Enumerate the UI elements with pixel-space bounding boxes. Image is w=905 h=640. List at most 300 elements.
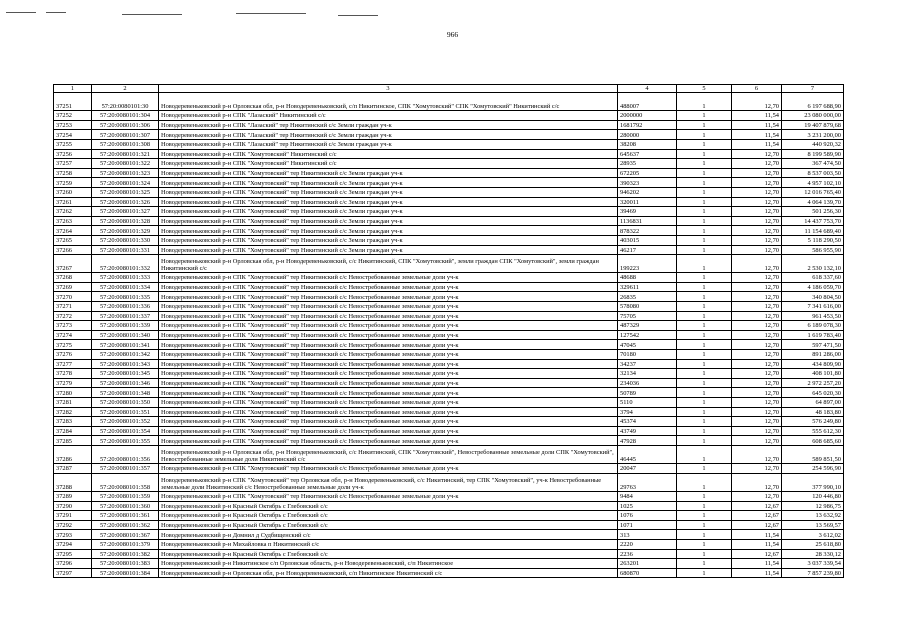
table-row — [54, 511, 844, 521]
count-value: 1 — [677, 120, 732, 130]
row-number: 37271 — [54, 302, 92, 312]
cadastral-value: 120 446,80 — [782, 491, 844, 501]
rate-value: 12,70 — [732, 464, 782, 474]
row-number: 37261 — [54, 197, 92, 207]
area-value: 1025 — [618, 501, 677, 511]
table-row — [54, 549, 844, 559]
count-value: 1 — [677, 197, 732, 207]
row-number: 37274 — [54, 330, 92, 340]
count-value: 1 — [677, 417, 732, 427]
rate-value: 12,70 — [732, 168, 782, 178]
count-value: 1 — [677, 207, 732, 217]
rate-value: 12,67 — [732, 511, 782, 521]
area-value: 2220 — [618, 539, 677, 549]
row-number: 37251 — [54, 93, 92, 111]
location-description: Новодеревеньковский р-н СПК "Хомутовский" тер Никитинский с/с Земли граждан уч-к — [159, 187, 618, 197]
count-value: 1 — [677, 445, 732, 463]
area-value: 70180 — [618, 350, 677, 360]
area-value: 75705 — [618, 311, 677, 321]
count-value: 1 — [677, 491, 732, 501]
count-value: 1 — [677, 311, 732, 321]
cadastral-number: 57:20:0080101:327 — [92, 207, 159, 217]
cadastral-number: 57:20:0080101:328 — [92, 216, 159, 226]
count-value: 1 — [677, 149, 732, 159]
cadastral-number: 57:20:0080101:350 — [92, 398, 159, 408]
cadastral-value: 597 471,50 — [782, 340, 844, 350]
area-value: 3794 — [618, 407, 677, 417]
rate-value: 12,70 — [732, 187, 782, 197]
area-value: 9484 — [618, 491, 677, 501]
cadastral-value: 367 474,50 — [782, 159, 844, 169]
location-description: Новодеревеньковский р-н СПК "Хомутовский" тер Никитинский с/с Невостребованные земельные доли уч-к — [159, 311, 618, 321]
cadastral-value: 8 199 589,90 — [782, 149, 844, 159]
rate-value: 12,70 — [732, 292, 782, 302]
cadastral-value: 589 851,50 — [782, 445, 844, 463]
row-number: 37258 — [54, 168, 92, 178]
location-description: Новодеревеньковский р-н СПК "Хомутовский" тер Никитинский с/с Земли граждан уч-к — [159, 235, 618, 245]
table-row — [54, 501, 844, 511]
count-value: 1 — [677, 292, 732, 302]
count-value: 1 — [677, 130, 732, 140]
count-value: 1 — [677, 388, 732, 398]
rate-value: 12,70 — [732, 340, 782, 350]
cadastral-value: 5 118 290,50 — [782, 235, 844, 245]
table-row — [54, 491, 844, 501]
row-number: 37288 — [54, 473, 92, 491]
cadastral-number: 57:20:0080101:339 — [92, 321, 159, 331]
table-row — [54, 417, 844, 427]
cadastral-number: 57:20:0080101:352 — [92, 417, 159, 427]
rate-value: 12,70 — [732, 235, 782, 245]
area-value: 234036 — [618, 378, 677, 388]
row-number: 37277 — [54, 359, 92, 369]
location-description: Новодеревеньковский р-н Красный Октябрь с Глебовский с/с — [159, 549, 618, 559]
location-description: Новодеревеньковский р-н Красный Октябрь с Глебовский с/с — [159, 511, 618, 521]
rate-value: 12,70 — [732, 436, 782, 446]
cadastral-value: 4 186 059,70 — [782, 282, 844, 292]
area-value: 199223 — [618, 255, 677, 273]
row-number: 37259 — [54, 178, 92, 188]
cadastral-number: 57:20:0080101:345 — [92, 369, 159, 379]
table-row — [54, 340, 844, 350]
cadastral-value: 13 632,92 — [782, 511, 844, 521]
table-row — [54, 245, 844, 255]
rate-value: 12,67 — [732, 520, 782, 530]
count-value: 1 — [677, 330, 732, 340]
count-value: 1 — [677, 350, 732, 360]
area-value: 34237 — [618, 359, 677, 369]
cadastral-value: 440 920,32 — [782, 139, 844, 149]
location-description: Новодеревеньковский р-н СПК "Лазаский" тер Никитинский с/с Земли граждан уч-к — [159, 139, 618, 149]
count-value: 1 — [677, 168, 732, 178]
rate-value: 11,54 — [732, 568, 782, 578]
rate-value: 11,54 — [732, 539, 782, 549]
cadastral-value: 4 957 102,10 — [782, 178, 844, 188]
cadastral-number: 57:20:0080101:342 — [92, 350, 159, 360]
cadastral-number: 57:20:0080101:308 — [92, 139, 159, 149]
row-number: 37297 — [54, 568, 92, 578]
location-description: Новодеревеньковский р-н СПК "Лазаский" тер Никитинский с/с Земли граждан уч-к — [159, 130, 618, 140]
row-number: 37262 — [54, 207, 92, 217]
location-description: Новодеревеньковский р-н СПК "Хомутовский" тер Никитинский с/с Невостребованные земельные доли уч-к — [159, 388, 618, 398]
cadastral-value: 618 337,60 — [782, 273, 844, 283]
table-row — [54, 359, 844, 369]
location-description: Новодеревеньковский р-н Орловская обл, р-н Новодеревеньковский, с/п Никитинское Никитинский с/с — [159, 568, 618, 578]
cadastral-number: 57:20:0080101:322 — [92, 159, 159, 169]
rate-value: 12,70 — [732, 417, 782, 427]
rate-value: 12,70 — [732, 149, 782, 159]
cadastral-value: 14 437 753,70 — [782, 216, 844, 226]
area-value: 320011 — [618, 197, 677, 207]
cadastral-number: 57:20:0080101:333 — [92, 273, 159, 283]
area-value: 2236 — [618, 549, 677, 559]
cadastral-value: 12 986,75 — [782, 501, 844, 511]
rate-value: 11,54 — [732, 120, 782, 130]
location-description: Новодеревеньковский р-н СПК "Хомутовский" тер Никитинский с/с Невостребованные земельные доли уч-к — [159, 417, 618, 427]
cadastral-number: 57:20:0080101:30 — [92, 93, 159, 111]
rate-value: 12,70 — [732, 197, 782, 207]
cadastral-number: 57:20:0080101:359 — [92, 491, 159, 501]
table-row — [54, 464, 844, 474]
row-number: 37285 — [54, 436, 92, 446]
table-row — [54, 378, 844, 388]
area-value: 263201 — [618, 559, 677, 569]
table-row — [54, 330, 844, 340]
location-description: Новодеревеньковский р-н СПК "Хомутовский" тер Никитинский с/с Земли граждан уч-к — [159, 197, 618, 207]
count-value: 1 — [677, 426, 732, 436]
area-value: 487329 — [618, 321, 677, 331]
location-description: Новодеревеньковский р-н СПК "Хомутовский" тер Никитинский с/с Невостребованные земельные доли уч-к — [159, 273, 618, 283]
location-description: Новодеревеньковский р-н СПК "Хомутовский" тер Никитинский с/с Невостребованные земельные доли уч-к — [159, 302, 618, 312]
rate-value: 12,67 — [732, 549, 782, 559]
row-number: 37255 — [54, 139, 92, 149]
location-description: Новодеревеньковский р-н СПК "Хомутовский" тер Никитинский с/с Невостребованные земельные доли уч-к — [159, 398, 618, 408]
count-value: 1 — [677, 501, 732, 511]
rate-value: 12,70 — [732, 207, 782, 217]
location-description: Новодеревеньковский р-н СПК "Хомутовский" тер Никитинский с/с Невостребованные земельные доли уч-к — [159, 340, 618, 350]
cadastral-value: 8 537 003,50 — [782, 168, 844, 178]
location-description: Новодеревеньковский р-н Никитинское с/п Орловская область, р-н Новодеревеньковский, с/п Никитинское — [159, 559, 618, 569]
location-description: Новодеревеньковский р-н СПК "Хомутовский" тер Никитинский с/с Невостребованные земельные доли уч-к — [159, 282, 618, 292]
area-value: 329611 — [618, 282, 677, 292]
cadastral-number: 57:20:0080101:360 — [92, 501, 159, 511]
cadastral-number: 57:20:0080101:340 — [92, 330, 159, 340]
cadastral-value: 13 569,57 — [782, 520, 844, 530]
rate-value: 11,54 — [732, 139, 782, 149]
count-value: 1 — [677, 159, 732, 169]
location-description: Новодеревеньковский р-н СПК "Хомутовский" тер Никитинский с/с Невостребованные земельные доли уч-к — [159, 292, 618, 302]
area-value: 45374 — [618, 417, 677, 427]
cadastral-value: 28 330,12 — [782, 549, 844, 559]
count-value: 1 — [677, 235, 732, 245]
table-row — [54, 273, 844, 283]
rate-value: 12,70 — [732, 311, 782, 321]
location-description: Новодеревеньковский р-н СПК "Хомутовский" тер Никитинский с/с Невостребованные земельные доли уч-к — [159, 491, 618, 501]
area-value: 672205 — [618, 168, 677, 178]
row-number: 37278 — [54, 369, 92, 379]
table-row — [54, 302, 844, 312]
row-number: 37290 — [54, 501, 92, 511]
location-description: Новодеревеньковский р-н СПК "Хомутовский" тер Никитинский с/с Невостребованные земельные доли уч-к — [159, 350, 618, 360]
rate-value: 12,70 — [732, 216, 782, 226]
area-value: 5110 — [618, 398, 677, 408]
cadastral-value: 19 407 879,68 — [782, 120, 844, 130]
area-value: 26835 — [618, 292, 677, 302]
area-value: 645637 — [618, 149, 677, 159]
area-value: 1681792 — [618, 120, 677, 130]
cadastral-number: 57:20:0080101:346 — [92, 378, 159, 388]
row-number: 37292 — [54, 520, 92, 530]
table-row — [54, 321, 844, 331]
area-value: 46217 — [618, 245, 677, 255]
scan-artifact-strip — [0, 4, 905, 20]
cadastral-number: 57:20:0080101:351 — [92, 407, 159, 417]
rate-value: 11,54 — [732, 559, 782, 569]
table-row — [54, 539, 844, 549]
location-description: Новодеревеньковский р-н СПК "Хомутовский" тер Никитинский с/с Невостребованные земельные доли уч-к — [159, 426, 618, 436]
rate-value: 12,70 — [732, 491, 782, 501]
rate-value: 12,70 — [732, 330, 782, 340]
cadastral-value: 555 612,30 — [782, 426, 844, 436]
row-number: 37276 — [54, 350, 92, 360]
count-value: 1 — [677, 473, 732, 491]
area-value: 32134 — [618, 369, 677, 379]
location-description: Новодеревеньковский р-н СПК "Хомутовский" Никитинский с/с — [159, 149, 618, 159]
cadastral-number: 57:20:0080101:362 — [92, 520, 159, 530]
count-value: 1 — [677, 359, 732, 369]
table-row — [54, 398, 844, 408]
rate-value: 12,70 — [732, 255, 782, 273]
count-value: 1 — [677, 321, 732, 331]
location-description: Новодеревеньковский р-н Орловская обл, р-н Новодеревеньковский, с/с Никитинский, СПК "Хомутовский", земли граждан СПК "Хомутовский", земли граждан Никитинский с/с — [159, 255, 618, 273]
table-row — [54, 426, 844, 436]
table-row — [54, 282, 844, 292]
area-value: 2000000 — [618, 111, 677, 121]
table-row — [54, 178, 844, 188]
area-value: 38208 — [618, 139, 677, 149]
area-value: 127542 — [618, 330, 677, 340]
rate-value: 12,70 — [732, 426, 782, 436]
table-row — [54, 207, 844, 217]
area-value: 47928 — [618, 436, 677, 446]
cadastral-number: 57:20:0080101:383 — [92, 559, 159, 569]
rate-value: 12,70 — [732, 159, 782, 169]
cadastral-number: 57:20:0080101:335 — [92, 292, 159, 302]
cadastral-value: 608 685,60 — [782, 436, 844, 446]
cadastral-value: 434 809,90 — [782, 359, 844, 369]
count-value: 1 — [677, 93, 732, 111]
area-value: 47045 — [618, 340, 677, 350]
area-value: 1076 — [618, 511, 677, 521]
cadastral-value: 2 972 257,20 — [782, 378, 844, 388]
cadastral-value: 377 990,10 — [782, 473, 844, 491]
cadastral-number: 57:20:0080101:341 — [92, 340, 159, 350]
row-number: 37284 — [54, 426, 92, 436]
cadastral-value: 6 189 078,30 — [782, 321, 844, 331]
rate-value: 12,70 — [732, 302, 782, 312]
count-value: 1 — [677, 436, 732, 446]
rate-value: 12,70 — [732, 93, 782, 111]
cadastral-value: 48 183,80 — [782, 407, 844, 417]
cadastral-number: 57:20:0080101:348 — [92, 388, 159, 398]
column-header: 2 — [92, 85, 159, 93]
count-value: 1 — [677, 302, 732, 312]
count-value: 1 — [677, 255, 732, 273]
area-value: 1136831 — [618, 216, 677, 226]
location-description: Новодеревеньковский р-н СПК "Хомутовский" тер Никитинский с/с Невостребованные земельные доли уч-к — [159, 321, 618, 331]
table-row — [54, 445, 844, 463]
cadastral-number: 57:20:0080101:331 — [92, 245, 159, 255]
cadastral-number: 57:20:0080101:304 — [92, 111, 159, 121]
cadastral-number: 57:20:0080101:358 — [92, 473, 159, 491]
location-description: Новодеревеньковский р-н СПК "Хомутовский" тер Никитинский с/с Невостребованные земельные доли уч-к — [159, 359, 618, 369]
count-value: 1 — [677, 539, 732, 549]
rate-value: 11,54 — [732, 130, 782, 140]
cadastral-value: 1 619 783,40 — [782, 330, 844, 340]
cadastral-number: 57:20:0080101:357 — [92, 464, 159, 474]
row-number: 37268 — [54, 273, 92, 283]
rate-value: 12,70 — [732, 321, 782, 331]
cadastral-value: 891 286,00 — [782, 350, 844, 360]
location-description: Новодеревеньковский р-н Орловская обл, р-н Новодеревеньковский, с/п Никитинское, СПК "Хомутовский" СПК "Хомутовский" Никитинский с/с — [159, 93, 618, 111]
cadastral-number: 57:20:0080101:367 — [92, 530, 159, 540]
cadastral-value: 576 249,80 — [782, 417, 844, 427]
cadastral-number: 57:20:0080101:337 — [92, 311, 159, 321]
location-description: Новодеревеньковский р-н СПК "Хомутовский" тер Никитинский с/с Земли граждан уч-к — [159, 245, 618, 255]
count-value: 1 — [677, 340, 732, 350]
row-number: 37291 — [54, 511, 92, 521]
location-description: Новодеревеньковский р-н СПК "Хомутовский" тер Никитинский с/с Невостребованные земельные доли уч-к — [159, 464, 618, 474]
column-header: 6 — [732, 85, 782, 93]
location-description: Новодеревеньковский р-н СПК "Лазаский" тер Никитинский с/с Земли граждан уч-к — [159, 120, 618, 130]
cadastral-value: 501 256,30 — [782, 207, 844, 217]
location-description: Новодеревеньковский р-н СПК "Лазаский" Никитинский с/с — [159, 111, 618, 121]
row-number: 37280 — [54, 388, 92, 398]
area-value: 46445 — [618, 445, 677, 463]
count-value: 1 — [677, 245, 732, 255]
count-value: 1 — [677, 282, 732, 292]
rate-value: 12,70 — [732, 369, 782, 379]
cadastral-number: 57:20:0080101:343 — [92, 359, 159, 369]
table-row — [54, 520, 844, 530]
rate-value: 12,70 — [732, 445, 782, 463]
cadastral-value: 25 618,80 — [782, 539, 844, 549]
column-header: 3 — [159, 85, 618, 93]
location-description: Новодеревеньковский р-н СПК "Хомутовский" тер Никитинский с/с Земли граждан уч-к — [159, 207, 618, 217]
count-value: 1 — [677, 464, 732, 474]
location-description: Новодеревеньковский р-н Красный Октябрь с Глебовский с/с — [159, 520, 618, 530]
area-value: 390323 — [618, 178, 677, 188]
row-number: 37283 — [54, 417, 92, 427]
table-row — [54, 149, 844, 159]
row-number: 37270 — [54, 292, 92, 302]
cadastral-number: 57:20:0080101:356 — [92, 445, 159, 463]
rate-value: 12,70 — [732, 273, 782, 283]
row-number: 37257 — [54, 159, 92, 169]
location-description: Новодеревеньковский р-н Домнил д Судбищенский с/с — [159, 530, 618, 540]
area-value: 680870 — [618, 568, 677, 578]
count-value: 1 — [677, 187, 732, 197]
count-value: 1 — [677, 559, 732, 569]
rate-value: 11,54 — [732, 111, 782, 121]
land-register-table — [53, 84, 844, 578]
cadastral-value: 12 016 765,40 — [782, 187, 844, 197]
rate-value: 12,70 — [732, 473, 782, 491]
table-row — [54, 159, 844, 169]
area-value: 48688 — [618, 273, 677, 283]
row-number: 37294 — [54, 539, 92, 549]
cadastral-number: 57:20:0080101:382 — [92, 549, 159, 559]
area-value: 1071 — [618, 520, 677, 530]
count-value: 1 — [677, 398, 732, 408]
row-number: 37267 — [54, 255, 92, 273]
cadastral-value: 586 955,90 — [782, 245, 844, 255]
location-description: Новодеревеньковский р-н СПК "Хомутовский" тер Никитинский с/с Невостребованные земельные доли уч-к — [159, 436, 618, 446]
row-number: 37265 — [54, 235, 92, 245]
area-value: 50789 — [618, 388, 677, 398]
rate-value: 12,70 — [732, 226, 782, 236]
area-value: 28935 — [618, 159, 677, 169]
area-value: 39469 — [618, 207, 677, 217]
count-value: 1 — [677, 511, 732, 521]
rate-value: 12,67 — [732, 501, 782, 511]
row-number: 37272 — [54, 311, 92, 321]
location-description: Новодеревеньковский р-н СПК "Хомутовский" тер Никитинский с/с Земли граждан уч-к — [159, 178, 618, 188]
row-number: 37253 — [54, 120, 92, 130]
cadastral-value: 340 804,50 — [782, 292, 844, 302]
cadastral-value: 7 341 616,00 — [782, 302, 844, 312]
cadastral-number: 57:20:0080101:324 — [92, 178, 159, 188]
table-row — [54, 197, 844, 207]
cadastral-number: 57:20:0080101:329 — [92, 226, 159, 236]
cadastral-number: 57:20:0080101:321 — [92, 149, 159, 159]
table-row — [54, 168, 844, 178]
cadastral-value: 11 154 689,40 — [782, 226, 844, 236]
count-value: 1 — [677, 378, 732, 388]
table-row — [54, 93, 844, 111]
row-number: 37289 — [54, 491, 92, 501]
count-value: 1 — [677, 369, 732, 379]
cadastral-number: 57:20:0080101:326 — [92, 197, 159, 207]
location-description: Новодеревеньковский р-н СПК "Хомутовский" тер Никитинский с/с Невостребованные земельные доли уч-к — [159, 330, 618, 340]
rate-value: 12,70 — [732, 398, 782, 408]
cadastral-value: 254 596,90 — [782, 464, 844, 474]
count-value: 1 — [677, 216, 732, 226]
location-description: Новодеревеньковский р-н Михайловка п Никитинский с/с — [159, 539, 618, 549]
table-row — [54, 292, 844, 302]
table-row — [54, 568, 844, 578]
rate-value: 12,70 — [732, 178, 782, 188]
column-header: 5 — [677, 85, 732, 93]
cadastral-number: 57:20:0080101:334 — [92, 282, 159, 292]
cadastral-value: 23 080 000,00 — [782, 111, 844, 121]
rate-value: 12,70 — [732, 359, 782, 369]
count-value: 1 — [677, 520, 732, 530]
cadastral-number: 57:20:0080101:379 — [92, 539, 159, 549]
table-row — [54, 436, 844, 446]
count-value: 1 — [677, 549, 732, 559]
row-number: 37273 — [54, 321, 92, 331]
row-number: 37254 — [54, 130, 92, 140]
cadastral-value: 408 101,80 — [782, 369, 844, 379]
table-row — [54, 187, 844, 197]
count-value: 1 — [677, 226, 732, 236]
cadastral-number: 57:20:0080101:325 — [92, 187, 159, 197]
column-header: 4 — [618, 85, 677, 93]
area-value: 313 — [618, 530, 677, 540]
location-description: Новодеревеньковский р-н Орловская обл, р-н Новодеревеньковский, с/с Никитинский, СПК "Хомутовский", Невостребованные земельные доли СПК "Хомутовский", Невостребованные земельные доли Никитинский с/с — [159, 445, 618, 463]
column-header: 1 — [54, 85, 92, 93]
